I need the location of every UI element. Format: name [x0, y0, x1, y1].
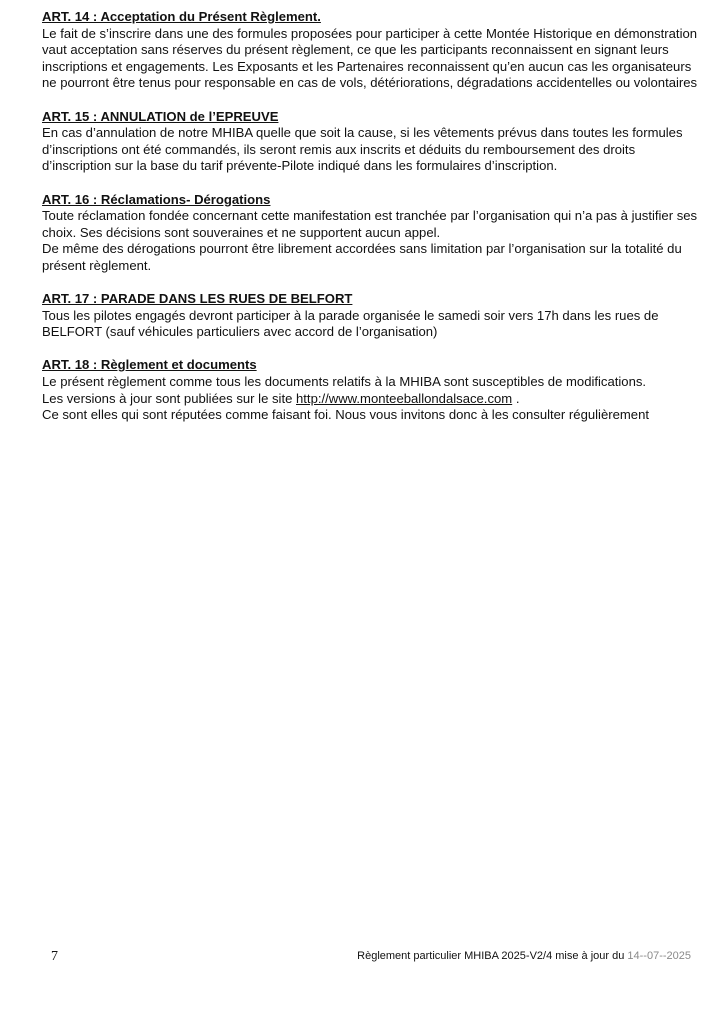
- article-15: [42, 109, 698, 175]
- page-number: 7: [51, 949, 58, 964]
- article-title: ART. 14 : Acceptation du Présent Règlement.: [42, 9, 321, 24]
- article-18: [42, 357, 698, 423]
- article-paragraph: Toute réclamation fondée concernant cette manifestation est tranchée par l’organisation qui n’a pas à justifier ses choix. Ses décisions sont souveraines et ne supportent aucun appel.: [42, 208, 698, 240]
- article-paragraph: Ce sont elles qui sont réputées comme faisant foi. Nous vous invitons donc à les consulter régulièrement: [42, 407, 649, 423]
- article-paragraph: Tous les pilotes engagés devront participer à la parade organisée le samedi soir vers 17h dans les rues de BELFORT (sauf véhicules particuliers avec accord de l’organisation): [42, 307, 659, 340]
- article-paragraph-with-link: [42, 391, 698, 408]
- article-title: ART. 17 : PARADE DANS LES RUES DE BELFORT: [42, 291, 353, 307]
- footer-doc-label: [357, 950, 691, 962]
- article-17: [42, 291, 698, 341]
- article-16: [42, 192, 698, 275]
- footer-date: 14--07--2025: [627, 950, 691, 962]
- website-link[interactable]: http://www.monteeballondalsace.com: [296, 390, 513, 406]
- link-prefix-text: Les versions à jour sont publiées sur le site: [42, 390, 297, 406]
- article-paragraph: Le présent règlement comme tous les documents relatifs à la MHIBA sont susceptibles de modifications.: [42, 374, 647, 390]
- article-14: [42, 9, 698, 92]
- article-paragraph: En cas d’annulation de notre MHIBA quelle que soit la cause, si les vêtements prévus dans toutes les formules d’inscriptions ont été commandés, ils seront remis aux inscrits et déduits du remboursement des droits d’inscription sur la base du tarif prévente-Pilote indiqué dans les formulaires d’inscription.: [42, 125, 683, 174]
- article-title: ART. 15 : ANNULATION de l’EPREUVE: [42, 108, 279, 124]
- article-title: ART. 18 : Règlement et documents: [42, 357, 257, 373]
- article-title: ART. 16 : Réclamations- Dérogations: [42, 191, 271, 207]
- article-paragraph: De même des dérogations pourront être librement accordées sans limitation par l’organisation sur la totalité du présent règlement.: [42, 241, 682, 273]
- article-paragraph: Le fait de s’inscrire dans une des formules proposées pour participer à cette Montée Historique en démonstration vaut acceptation sans réserves du présent règlement, ce que les participants reconnaissent en signant leurs inscriptions et engagements. Les Exposants et les Partenaires reconnaissent qu’en aucun cas les organisateurs ne pourront être tenus pour responsable en cas de vols, détériorations, dégradations accidentelles ou volontaires: [42, 25, 698, 91]
- link-suffix-text: .: [512, 390, 520, 406]
- document-body: [42, 9, 698, 440]
- footer-doc-text: Règlement particulier MHIBA 2025-V2/4 mise à jour du: [357, 950, 628, 962]
